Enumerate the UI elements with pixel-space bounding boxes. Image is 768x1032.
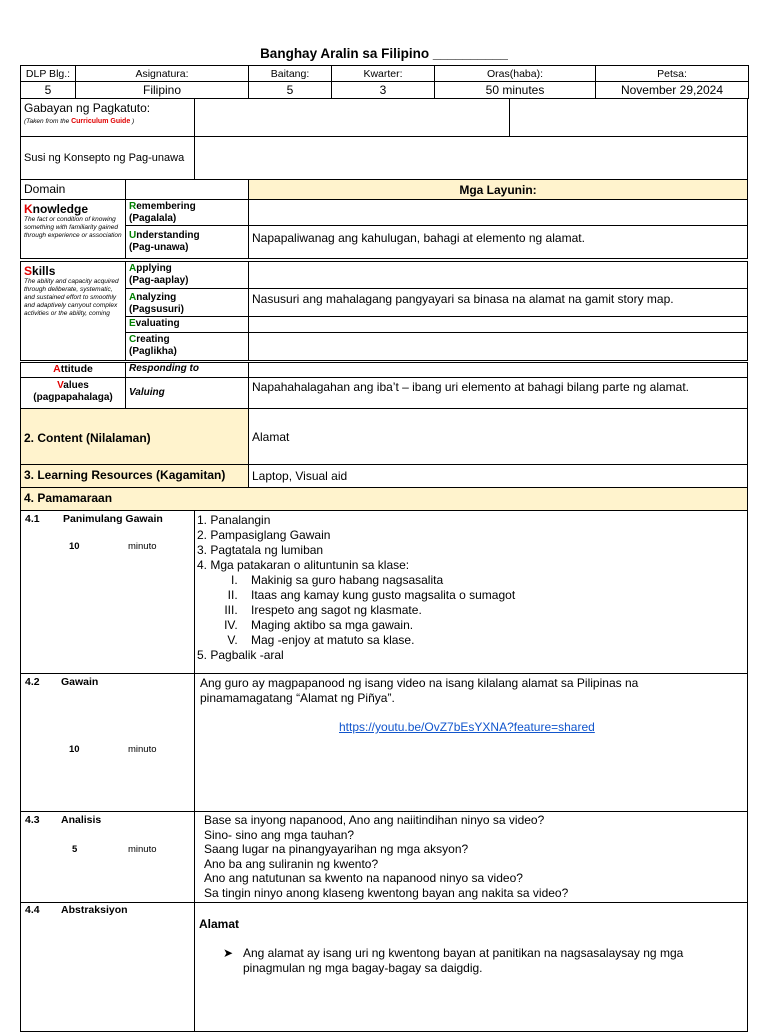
s43-num: 4.3 bbox=[25, 814, 40, 826]
s42-num: 4.2 bbox=[25, 676, 40, 688]
s42-text: pinamamagatang “Alamat ng Piñya”. bbox=[200, 691, 395, 705]
s43-unit: minuto bbox=[128, 844, 157, 855]
header-value: 3 bbox=[332, 82, 435, 99]
header-label: Baitang: bbox=[249, 66, 332, 82]
domain-empty bbox=[125, 179, 249, 200]
header-value: Filipino bbox=[76, 82, 249, 99]
s43-question: Sino- sino ang mga tauhan? bbox=[204, 827, 355, 842]
s41-content bbox=[194, 510, 748, 674]
procedure-header: 4. Pamamaraan bbox=[20, 487, 748, 511]
s43-question: Base sa inyong napanood, Ano ang naiitindihan ninyo sa video? bbox=[204, 813, 545, 827]
applying-objective bbox=[248, 261, 748, 289]
objectives-header: Mga Layunin: bbox=[248, 179, 748, 200]
header-value: 50 minutes bbox=[435, 82, 596, 99]
knowledge-cell bbox=[20, 199, 126, 259]
s44-heading: Alamat bbox=[199, 917, 240, 931]
header-value: 5 bbox=[249, 82, 332, 99]
remembering-cell: Remembering (Pagalala) bbox=[125, 199, 249, 226]
skills-cell bbox=[20, 261, 126, 361]
s43-question: Ano ang natutunan sa kwento na napanood ninyo sa video? bbox=[204, 871, 523, 885]
video-link[interactable]: https://youtu.be/OvZ7bEsYXNA?feature=shared bbox=[339, 720, 595, 734]
s41-item: 1. Panalangin bbox=[197, 513, 271, 527]
knowledge-desc: The fact or condition of knowing something with familiarity gained through experience or association bbox=[24, 216, 122, 239]
s41-rule: IV. Maging aktibo sa mga gawain. bbox=[241, 618, 745, 633]
gabayan-cell bbox=[20, 98, 195, 137]
header-label: Petsa: bbox=[596, 66, 749, 82]
s43-minutes: 5 bbox=[72, 844, 78, 855]
skills-title: Skills bbox=[24, 264, 56, 278]
applying-cell: Applying (Pag-aaplay) bbox=[125, 261, 249, 289]
s42-text: Ang guro ay magpapanood ng isang video na isang kilalang alamat sa Pilipinas na bbox=[200, 676, 639, 690]
s41-rules-list bbox=[197, 573, 745, 648]
valuing-cell: Valuing bbox=[125, 377, 249, 409]
gabayan-value-cell-2 bbox=[509, 98, 748, 137]
content-label: 2. Content (Nilalaman) bbox=[20, 408, 249, 465]
s43-label: Analisis bbox=[61, 814, 102, 826]
values-objective: Napahahalagahan ang iba’t – ibang uri elemento at bahagi bilang parte ng alamat. bbox=[248, 377, 748, 409]
s42-minutes: 10 bbox=[69, 744, 80, 755]
susi-label: Susi ng Konsepto ng Pag-unawa bbox=[20, 136, 195, 180]
resources-label: 3. Learning Resources (Kagamitan) bbox=[20, 464, 249, 488]
analyzing-cell: Analyzing (Pagsusuri) bbox=[125, 288, 249, 317]
s44-label-cell bbox=[20, 902, 195, 1032]
arrow-bullet-icon: ➤ bbox=[223, 946, 234, 960]
s41-rule: I. Makinig sa guro habang nagsasalita bbox=[241, 573, 745, 588]
s42-label-cell bbox=[20, 673, 195, 812]
attitude-objective bbox=[248, 362, 748, 378]
creating-cell: Creating (Paglikha) bbox=[125, 332, 249, 361]
s41-item: 5. Pagbalik -aral bbox=[197, 648, 284, 662]
evaluating-cell: Evaluating bbox=[125, 316, 249, 333]
s41-item: 2. Pampasiglang Gawain bbox=[197, 528, 331, 542]
knowledge-title: Knowledge bbox=[24, 202, 89, 216]
s41-rule: II. Itaas ang kamay kung gusto magsalita o sumagot bbox=[241, 588, 745, 603]
s44-content bbox=[194, 902, 748, 1032]
evaluating-objective bbox=[248, 316, 748, 333]
resources-value: Laptop, Visual aid bbox=[248, 464, 748, 488]
header-value: 5 bbox=[21, 82, 76, 99]
s41-label: Panimulang Gawain bbox=[63, 513, 163, 525]
header-table bbox=[20, 65, 749, 99]
understanding-cell: Understanding (Pag-unawa) bbox=[125, 225, 249, 259]
s41-num: 4.1 bbox=[25, 513, 40, 525]
s43-question: Saang lugar na pinangyayarihan ng mga aksyon? bbox=[204, 842, 469, 856]
responding-cell: Responding to bbox=[125, 362, 249, 378]
s42-unit: minuto bbox=[128, 744, 157, 755]
gabayan-note: (Taken from the Curriculum Guide ) bbox=[24, 118, 135, 125]
header-label: Asignatura: bbox=[76, 66, 249, 82]
s43-question: Sa tingin ninyo anong klaseng kwentong bayan ang nakita sa video? bbox=[204, 885, 569, 900]
skills-desc: The ability and capacity acquired through deliberate, systematic, and sustained effort to smoothly and adaptively carryout complex activities or the ability, coming bbox=[24, 278, 119, 317]
susi-value bbox=[194, 136, 748, 180]
s43-content bbox=[194, 811, 748, 903]
s43-question: Ano ba ang suliranin ng kwento? bbox=[204, 856, 379, 871]
header-label: Oras(haba): bbox=[435, 66, 596, 82]
s42-label: Gawain bbox=[61, 676, 99, 688]
creating-objective bbox=[248, 332, 748, 361]
gabayan-label: Gabayan ng Pagkatuto: bbox=[24, 101, 151, 115]
s41-unit: minuto bbox=[128, 541, 157, 552]
header-label: Kwarter: bbox=[332, 66, 435, 82]
analyzing-objective: Nasusuri ang mahalagang pangyayari sa binasa na alamat na gamit story map. bbox=[248, 288, 748, 317]
domain-label: Domain bbox=[20, 179, 126, 200]
s41-item: 4. Mga patakaran o alituntunin sa klase: bbox=[197, 558, 410, 572]
s42-content bbox=[194, 673, 748, 812]
s43-label-cell bbox=[20, 811, 195, 903]
s41-label-cell bbox=[20, 510, 195, 674]
s44-num: 4.4 bbox=[25, 904, 40, 916]
s41-rule: III. Irespeto ang sagot ng klasmate. bbox=[241, 603, 745, 618]
s44-label: Abstraksiyon bbox=[61, 904, 128, 916]
content-value: Alamat bbox=[248, 408, 748, 465]
s44-bullet: ➤ Ang alamat ay isang uri ng kwentong bayan at panitikan na nagsasalaysay ng mga pinagmulan ng mga bagay-bagay sa daigdig. bbox=[223, 946, 684, 975]
s41-item: 3. Pagtatala ng lumiban bbox=[197, 543, 324, 557]
attitude-cell: Attitude bbox=[20, 362, 126, 378]
understanding-objective: Napapaliwanag ang kahulugan, bahagi at elemento ng alamat. bbox=[248, 225, 748, 259]
s41-minutes: 10 bbox=[69, 541, 80, 552]
header-value: November 29,2024 bbox=[596, 82, 749, 99]
page-title: Banghay Aralin sa Filipino __________ bbox=[260, 46, 508, 61]
header-label: DLP Blg.: bbox=[21, 66, 76, 82]
gabayan-value-cell bbox=[194, 98, 510, 137]
remembering-objective bbox=[248, 199, 748, 226]
s41-rule: V. Mag -enjoy at matuto sa klase. bbox=[241, 633, 745, 648]
values-cell: Values (pagpapahalaga) bbox=[20, 377, 126, 409]
